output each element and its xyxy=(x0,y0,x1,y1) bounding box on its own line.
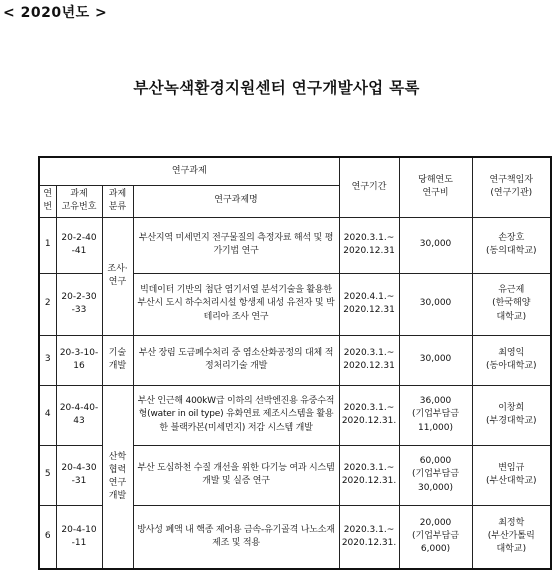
row-period: 2020.3.1.~ 2020.12.31. xyxy=(339,505,399,569)
row-period: 2020.3.1.~ 2020.12.31. xyxy=(339,385,399,445)
row-lead: 이창희 (부경대학교) xyxy=(472,385,551,445)
row-lead: 손장호 (동의대학교) xyxy=(472,217,551,273)
row-code: 20-2-30 -33 xyxy=(56,273,102,335)
header-lead: 연구책임자 (연구기관) xyxy=(472,157,551,217)
header-research-task: 연구과제 xyxy=(39,157,339,185)
header-budget: 당해연도 연구비 xyxy=(399,157,472,217)
document-title: 부산녹색환경지원센터 연구개발사업 목록 xyxy=(133,79,420,97)
row-period: 2020.3.1.~ 2020.12.31 xyxy=(339,217,399,273)
row-num: 6 xyxy=(39,505,56,569)
row-lead: 변임규 (부산대학교) xyxy=(472,445,551,505)
row-num: 5 xyxy=(39,445,56,505)
row-num: 2 xyxy=(39,273,56,335)
row-project-name: 부산지역 미세먼지 전구물질의 측정자료 해석 및 평가기법 연구 xyxy=(133,217,339,273)
row-code: 20-4-30 -31 xyxy=(56,445,102,505)
table-row xyxy=(39,385,551,445)
row-budget: 30,000 xyxy=(399,335,472,385)
row-code: 20-3-10- 16 xyxy=(56,335,102,385)
row-num: 3 xyxy=(39,335,56,385)
row-project-name: 빅데이터 기반의 첨단 염기서열 분석기술을 활용한 부산시 도시 하수처리시설 항생제 내성 유전자 및 박테리아 조사 연구 xyxy=(133,273,339,335)
row-code: 20-4-40- 43 xyxy=(56,385,102,445)
row-lead: 유근제 (한국해양 대학교) xyxy=(472,273,551,335)
header-code: 과제 고유번호 xyxy=(56,185,102,217)
row-budget: 30,000 xyxy=(399,273,472,335)
project-table xyxy=(38,156,552,570)
row-project-name: 부산 장림 도금폐수처리 중 염소산화공정의 대체 적정처리기술 개발 xyxy=(133,335,339,385)
row-budget: 60,000 (기업부담금 30,000) xyxy=(399,445,472,505)
row-num: 4 xyxy=(39,385,56,445)
category-tech-dev: 기술 개발 xyxy=(102,335,133,385)
category-survey-research: 조사· 연구 xyxy=(102,217,133,335)
row-budget: 20,000 (기업부담금 6,000) xyxy=(399,505,472,569)
row-project-name: 방사성 폐액 내 핵종 제어용 금속-유기골격 나노소재 제조 및 적용 xyxy=(133,505,339,569)
header-num: 연 번 xyxy=(39,185,56,217)
table-row xyxy=(39,217,551,273)
row-period: 2020.4.1.~ 2020.12.31 xyxy=(339,273,399,335)
row-project-name: 부산 인근해 400kW급 이하의 선박엔진용 유중수적형(water in oil type) 유화연료 제조시스템을 활용한 블랙카본(미세먼지) 저감 시스템 개발 xyxy=(133,385,339,445)
year-heading: < 2020년도 > xyxy=(3,5,108,21)
row-budget: 36,000 (기업부담금 11,000) xyxy=(399,385,472,445)
row-period: 2020.3.1.~ 2020.12.31. xyxy=(339,445,399,505)
row-code: 20-4-10 -11 xyxy=(56,505,102,569)
row-period: 2020.3.1.~ 2020.12.31 xyxy=(339,335,399,385)
row-project-name: 부산 도심하천 수질 개선을 위한 다기능 여과 시스템 개발 및 실증 연구 xyxy=(133,445,339,505)
row-code: 20-2-40 -41 xyxy=(56,217,102,273)
row-lead: 최정학 (부산가톨릭 대학교) xyxy=(472,505,551,569)
row-budget: 30,000 xyxy=(399,217,472,273)
header-name: 연구과제명 xyxy=(133,185,339,217)
header-row-main xyxy=(39,157,551,185)
header-period: 연구기간 xyxy=(339,157,399,217)
category-industry-academia: 산학 협력 연구 개발 xyxy=(102,385,133,569)
header-category: 과제 분류 xyxy=(102,185,133,217)
row-lead: 최영익 (동아대학교) xyxy=(472,335,551,385)
table-row xyxy=(39,335,551,385)
row-num: 1 xyxy=(39,217,56,273)
